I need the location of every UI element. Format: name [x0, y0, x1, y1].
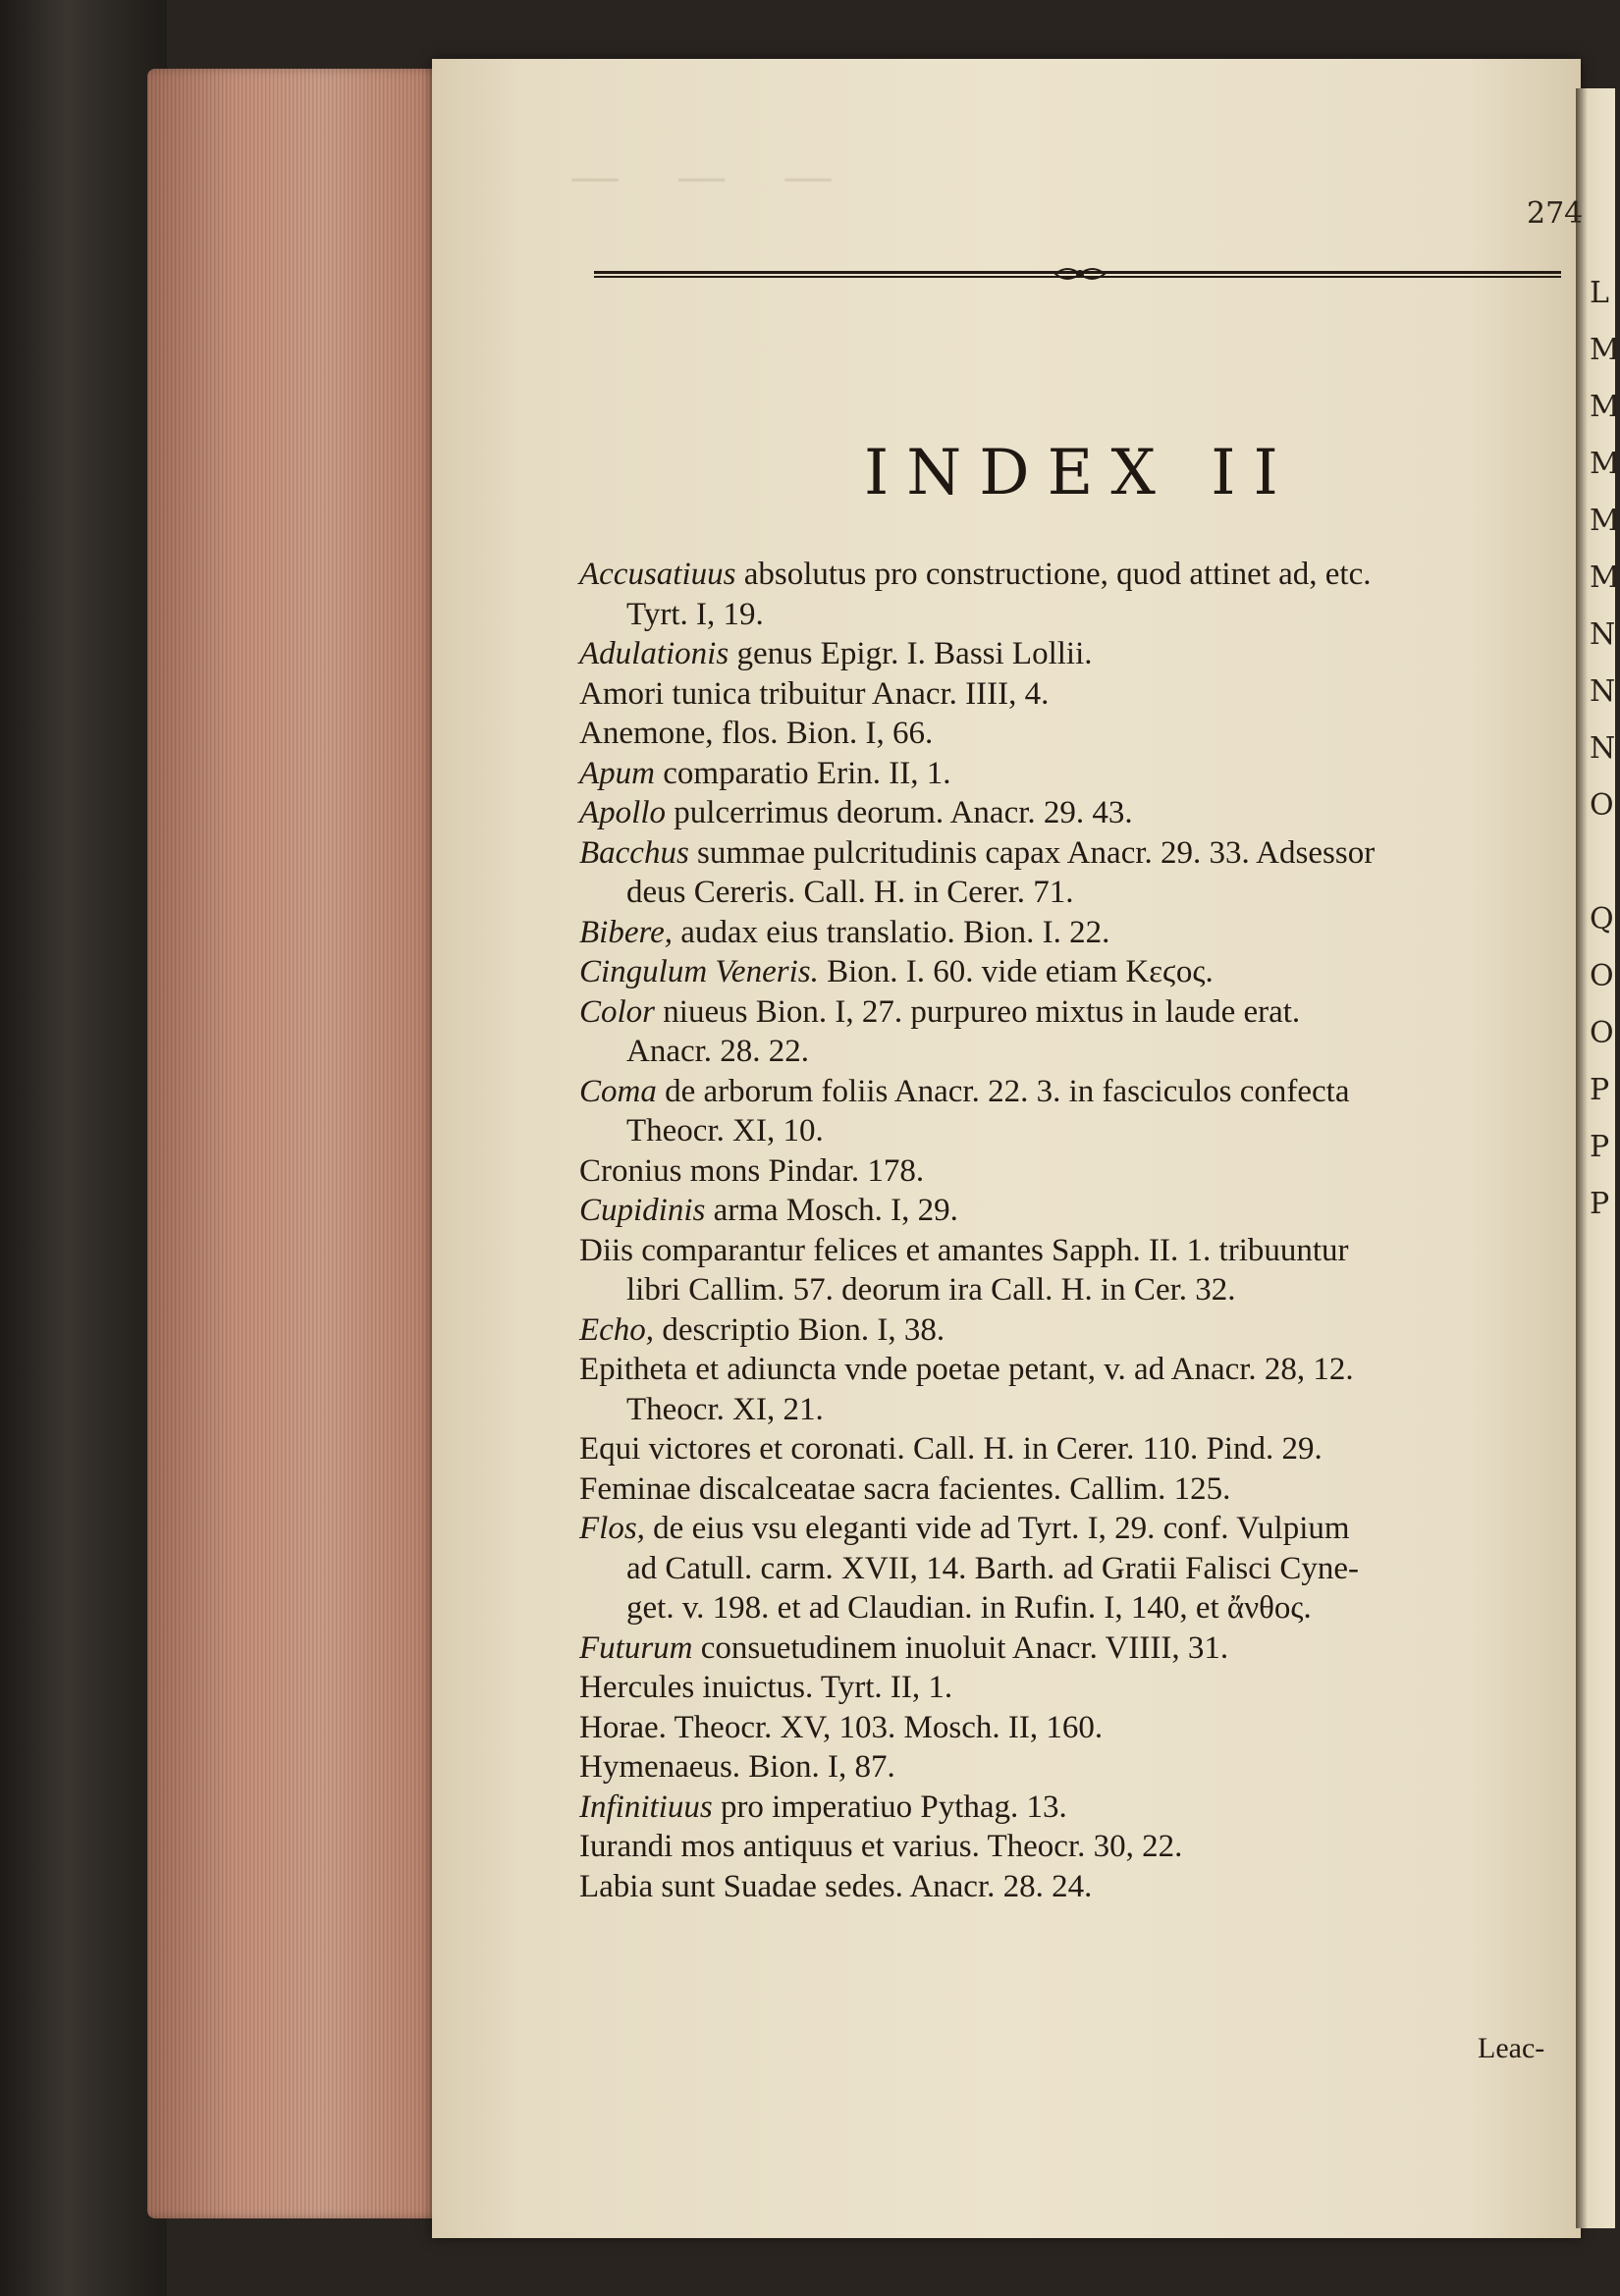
book-binding	[0, 0, 167, 2296]
entry-text: Equi victores et coronati. Call. H. in Cerer. 110. Pind. 29.	[579, 1431, 1323, 1467]
entry-text: Anemone, flos. Bion. I, 66.	[579, 716, 934, 751]
next-page-letter: M	[1590, 390, 1620, 424]
index-entry-line	[579, 1270, 1561, 1310]
entry-text: deus Cereris. Call. H. in Cerer. 71.	[626, 875, 1074, 910]
entry-text: Iurandi mos antiquus et varius. Theocr. 30, 22.	[579, 1829, 1183, 1864]
entry-text: ad Catull. carm. XVII, 14. Barth. ad Gratii Falisci Cyne-	[626, 1550, 1359, 1586]
entry-text: Horae. Theocr. XV, 103. Mosch. II, 160.	[579, 1709, 1104, 1745]
entry-text: de eius vsu eleganti vide ad Tyrt. I, 29. conf. Vulpium	[653, 1511, 1350, 1546]
next-page-letter: N	[1590, 617, 1616, 652]
next-page-letter: Q	[1590, 902, 1614, 936]
index-entry-line	[579, 952, 1561, 992]
page-number: 274	[1527, 196, 1584, 231]
entry-headword: Cupidinis	[579, 1193, 706, 1228]
bleed-through-text: — — —	[569, 147, 854, 206]
entry-text: de arborum foliis Anacr. 22. 3. in fasciculos confecta	[665, 1073, 1350, 1109]
entry-headword: Coma	[579, 1073, 657, 1109]
entry-text: Hercules inuictus. Tyrt. II, 1.	[579, 1670, 953, 1705]
index-entry-line	[579, 1708, 1561, 1748]
page-title: INDEX II	[864, 437, 1296, 509]
ornament-rule	[594, 265, 1561, 283]
entry-text: niueus Bion. I, 27. purpureo mixtus in laude erat.	[663, 993, 1301, 1030]
index-entry-line	[579, 992, 1561, 1033]
index-entry-line	[579, 1788, 1561, 1828]
next-page-letter: N	[1590, 731, 1616, 766]
index-entry-line	[579, 754, 1561, 794]
index-entry-line	[579, 1111, 1561, 1151]
entry-headword: Flos,	[579, 1511, 645, 1546]
entry-headword: Color	[579, 993, 656, 1030]
page-edges	[147, 69, 442, 2218]
index-entry-line	[579, 714, 1561, 754]
next-page-letter: L	[1590, 276, 1609, 310]
index-entry-line	[579, 634, 1561, 674]
index-entry-line	[579, 1390, 1561, 1430]
index-entry-line	[579, 873, 1561, 913]
entry-text: Tyrt. I, 19.	[626, 596, 764, 632]
index-entry-line	[579, 674, 1561, 715]
entry-text: descriptio Bion. I, 38.	[662, 1311, 945, 1348]
next-page-letter: M	[1590, 561, 1620, 595]
entry-text: Diis comparantur felices et amantes Sapph. II. 1. tribuuntur	[579, 1232, 1349, 1268]
index-entry-line	[579, 1867, 1561, 1907]
entry-headword: Futurum	[579, 1629, 693, 1666]
entry-text: pulcerrimus deorum. Anacr. 29. 43.	[674, 795, 1133, 830]
index-entry-line	[579, 1231, 1561, 1271]
index-entry-line	[579, 595, 1561, 635]
entry-text: pro imperatiuo Pythag. 13.	[720, 1789, 1067, 1825]
index-entry-line	[579, 1429, 1561, 1469]
index-entry-line	[579, 555, 1561, 595]
entry-headword: Bacchus	[579, 834, 689, 871]
index-entry-line	[579, 833, 1561, 874]
next-page-letter: P	[1590, 1073, 1610, 1107]
next-page-letter: M	[1590, 333, 1620, 367]
next-page-letter: M	[1590, 447, 1620, 481]
next-page-letter: O	[1590, 788, 1614, 823]
entry-text: get. v. 198. et ad Claudian. in Rufin. I, 140, et ἄνθος.	[626, 1590, 1312, 1626]
entry-headword: Apollo	[579, 795, 666, 830]
entry-text: absolutus pro constructione, quod attinet ad, etc.	[743, 557, 1372, 592]
next-page-letter: M	[1590, 504, 1620, 538]
next-page-letter: O	[1590, 959, 1614, 993]
entry-text: Theocr. XI, 21.	[626, 1391, 824, 1427]
next-page-letter: N	[1590, 674, 1616, 709]
entry-text: Amori tunica tribuitur Anacr. IIII, 4.	[579, 675, 1050, 712]
index-entry-line	[579, 1668, 1561, 1708]
next-page-letter	[1590, 834, 1615, 891]
entry-text: arma Mosch. I, 29.	[713, 1193, 958, 1228]
next-page-letter: P	[1590, 1187, 1610, 1221]
entry-text: summae pulcritudinis capax Anacr. 29. 33. Adsessor	[697, 834, 1376, 871]
index-entry-line	[579, 1588, 1561, 1629]
entry-text: Anacr. 28. 22.	[626, 1034, 810, 1069]
index-entry-line	[579, 1549, 1561, 1589]
catchword: Leac-	[1478, 2032, 1545, 2064]
entry-text: consuetudinem inuoluit Anacr. VIIII, 31.	[700, 1629, 1229, 1666]
entry-headword: Bibere,	[579, 914, 673, 950]
index-entry-line	[579, 1827, 1561, 1867]
index-entry-line	[579, 1629, 1561, 1669]
entry-text: audax eius translatio. Bion. I. 22.	[680, 914, 1110, 950]
index-entry-line	[579, 1191, 1561, 1231]
index-entry-line	[579, 1747, 1561, 1788]
index-entry-line	[579, 1151, 1561, 1192]
next-page-letters	[1590, 265, 1620, 1233]
entry-text: Epitheta et adiuncta vnde poetae petant, v. ad Anacr. 28, 12.	[579, 1352, 1354, 1387]
entry-text: libri Callim. 57. deorum ira Call. H. in Cer. 32.	[626, 1272, 1236, 1308]
index-entry-line	[579, 1469, 1561, 1510]
entry-text: Bion. I. 60. vide etiam Κεϛος.	[827, 954, 1214, 989]
entry-text: Hymenaeus. Bion. I, 87.	[579, 1749, 895, 1785]
index-entry-line	[579, 1310, 1561, 1351]
entry-text: Cronius mons Pindar. 178.	[579, 1152, 925, 1189]
index-entry-line	[579, 1509, 1561, 1549]
next-page-edge	[1576, 88, 1620, 2228]
entry-headword: Accusatiuus	[579, 557, 736, 592]
index-entry-line	[579, 1072, 1561, 1112]
entry-headword: Apum	[579, 755, 655, 791]
index-entry-line	[579, 793, 1561, 833]
entry-text: comparatio Erin. II, 1.	[663, 755, 951, 791]
index-entry-line	[579, 913, 1561, 953]
entry-headword: Adulationis	[579, 636, 729, 671]
index-entries	[579, 555, 1561, 1906]
entry-text: genus Epigr. I. Bassi Lollii.	[736, 636, 1093, 671]
entry-headword: Infinitiuus	[579, 1789, 713, 1825]
entry-text: Theocr. XI, 10.	[626, 1113, 824, 1148]
next-page-letter: P	[1590, 1130, 1610, 1164]
entry-headword: Cingulum Veneris.	[579, 954, 819, 989]
next-page-letter: O	[1590, 1016, 1614, 1050]
entry-text: Feminae discalceatae sacra facientes. Callim. 125.	[579, 1470, 1231, 1507]
index-entry-line	[579, 1350, 1561, 1390]
entry-text: Labia sunt Suadae sedes. Anacr. 28. 24.	[579, 1868, 1093, 1904]
entry-headword: Echo,	[579, 1311, 655, 1348]
index-entry-line	[579, 1032, 1561, 1072]
